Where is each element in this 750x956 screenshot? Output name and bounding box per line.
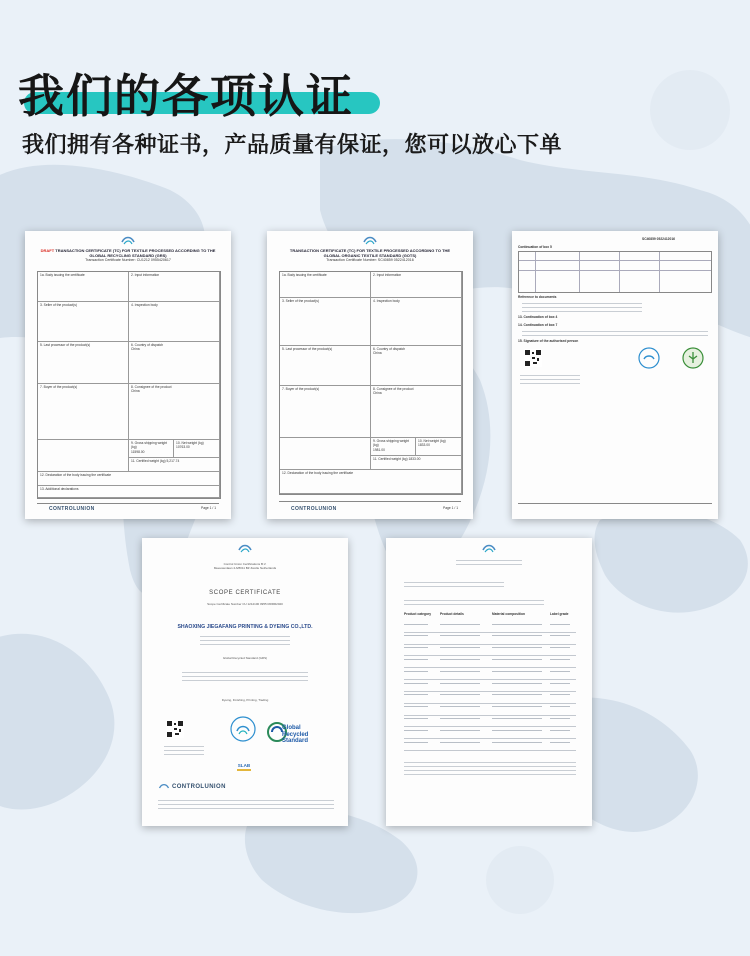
annex-intro-lines bbox=[404, 600, 544, 608]
scope-number: Scope Certificate Number CU 1212100 0955 RRRR2020 bbox=[207, 602, 283, 606]
annex-cell bbox=[492, 694, 542, 695]
annex-cell bbox=[404, 647, 428, 648]
tc-grs-field: 3. Seller of the product(s) bbox=[38, 302, 129, 342]
grs-seal-icon bbox=[638, 347, 660, 369]
tc-gots-field: 12. Declaration of the body issuing the certificate bbox=[280, 470, 462, 494]
page-subtitle: 我们拥有各种证书，产品质量有保证，您可以放心下单 bbox=[22, 133, 563, 158]
controlunion-globe-icon bbox=[158, 782, 170, 791]
annex-table-row bbox=[404, 738, 576, 751]
annex-col-header: Product details bbox=[440, 612, 464, 616]
annex-cell bbox=[492, 742, 542, 743]
tc-grs-field: 5. Last processor of the product(s) bbox=[38, 342, 129, 384]
annex-cell bbox=[492, 635, 542, 636]
scope-header-line: Control Union Certifications B.V. bbox=[223, 562, 267, 566]
certificate-tc-gots bbox=[267, 231, 473, 519]
certificate-tc-grs bbox=[25, 231, 231, 519]
scope-footer-lines bbox=[158, 800, 334, 812]
grs-logo-text: Global Recycled Standard bbox=[282, 725, 309, 744]
tc-gots-net: 10. Net weight (kg) 1833.00 bbox=[416, 438, 462, 456]
tc-grs-field: 4. Inspection body bbox=[129, 302, 220, 342]
tc-gots-field: 1a. Body issuing the certificate bbox=[280, 272, 371, 298]
tc-continuation-heading: 15. Signature of the authorised person bbox=[518, 339, 579, 343]
annex-cell bbox=[492, 671, 542, 672]
tc-grs-products-box bbox=[38, 440, 129, 472]
tc-gots-field: 4. Inspection body bbox=[371, 298, 462, 346]
gots-seal-icon bbox=[682, 347, 704, 369]
scope-categories: Dyeing, Finishing, Printing, Trading bbox=[221, 698, 269, 702]
qr-code-icon bbox=[524, 349, 542, 367]
tc-gots-field-grid bbox=[279, 271, 463, 495]
tc-continuation-heading: 14. Continuation of box 7 bbox=[518, 323, 558, 327]
tc-continuation-ref: SC40859 0522412016 bbox=[642, 237, 675, 241]
footer-divider bbox=[37, 503, 219, 504]
qr-code-icon bbox=[166, 720, 184, 738]
tc-grs-field: 12. Declaration of the body issuing the certificate bbox=[38, 472, 220, 486]
annex-cell bbox=[492, 624, 542, 625]
annex-cell bbox=[404, 706, 428, 707]
footer-divider bbox=[518, 503, 712, 504]
footer-divider bbox=[279, 501, 461, 502]
reference-lines bbox=[522, 303, 642, 315]
controlunion-globe-icon bbox=[481, 542, 497, 554]
annex-cell bbox=[550, 694, 570, 695]
slab-logo: SLAB bbox=[237, 763, 251, 773]
annex-cell bbox=[550, 742, 570, 743]
tc-grs-field: 13. Additional declarations bbox=[38, 486, 220, 498]
tc-gots-products-box bbox=[280, 438, 371, 470]
annex-cell bbox=[404, 694, 428, 695]
tc-gots-title-line1: TRANSACTION CERTIFICATE (TC) FOR TEXTILE PROCESSED ACCORDING TO THE bbox=[289, 248, 451, 253]
annex-cell bbox=[440, 624, 480, 625]
tc-grs-title-line1: TRANSACTION CERTIFICATE (TC) FOR TEXTILE PROCESSED ACCORDING TO THE bbox=[55, 248, 216, 253]
tc-grs-field: 7. Buyer of the product(s) bbox=[38, 384, 129, 440]
annex-cell bbox=[550, 647, 570, 648]
annex-cell bbox=[492, 718, 542, 719]
controlunion-globe-icon bbox=[120, 234, 136, 246]
annex-cell bbox=[550, 718, 570, 719]
controlunion-brand: CONTROLUNION bbox=[49, 506, 95, 512]
page-heading bbox=[18, 60, 378, 123]
tc-gots-field: 2. Input information bbox=[371, 272, 462, 298]
scope-header-line: Meeuwenlaan 4-6/8011 BZ Zwolle Netherlands bbox=[213, 566, 277, 570]
certificate-tc-continuation bbox=[512, 231, 718, 519]
annex-cell bbox=[550, 635, 570, 636]
accreditation-seal-icon bbox=[230, 716, 256, 742]
annex-cell bbox=[492, 659, 542, 660]
annex-intro-lines bbox=[404, 582, 504, 590]
certificate-scope bbox=[142, 538, 348, 826]
scope-title: SCOPE CERTIFICATE bbox=[209, 590, 281, 596]
tc-grs-number: Transaction Certificate Number: CU1212 0955420617 bbox=[85, 258, 171, 262]
tc-grs-field: 2. Input information bbox=[129, 272, 220, 302]
controlunion-globe-icon bbox=[362, 234, 378, 246]
annex-cell bbox=[492, 647, 542, 648]
annex-cell bbox=[440, 730, 480, 731]
annex-cell bbox=[440, 683, 480, 684]
annex-cell bbox=[550, 683, 570, 684]
signature-lines bbox=[164, 746, 204, 758]
tc-gots-field: 5. Last processor of the product(s) bbox=[280, 346, 371, 386]
signature-lines bbox=[520, 375, 580, 387]
annex-cell bbox=[404, 624, 428, 625]
tc-grs-certified: 11. Certified weight (kg) 5,217.74 bbox=[129, 458, 220, 472]
scope-standard: Global Recycled Standard (GRS) bbox=[222, 656, 268, 660]
tc-gots-field: 7. Buyer of the product(s) bbox=[280, 386, 371, 438]
annex-cell bbox=[550, 624, 570, 625]
tc-gots-gross: 9. Gross shipping weight (kg) 1981.00 bbox=[371, 438, 416, 456]
continuation-table bbox=[518, 251, 712, 293]
annex-cell bbox=[440, 671, 480, 672]
annex-cell bbox=[492, 730, 542, 731]
annex-col-header: Material composition bbox=[492, 612, 525, 616]
tc-gots-dispatch: 6. Country of dispatch China bbox=[371, 346, 462, 386]
tc-continuation-heading: Continuation of box 5 bbox=[518, 245, 552, 249]
page-number: Page 1 / 1 bbox=[201, 506, 217, 510]
annex-cell bbox=[440, 706, 480, 707]
controlunion-brand: CONTROLUNION bbox=[172, 784, 226, 790]
annex-cell bbox=[404, 683, 428, 684]
page-title: 我们的各项认证 bbox=[18, 69, 354, 123]
annex-cell bbox=[440, 742, 480, 743]
draft-label: DRAFT bbox=[40, 248, 55, 253]
annex-table-header bbox=[404, 612, 576, 618]
annex-cell bbox=[404, 659, 428, 660]
scope-text-lines bbox=[182, 672, 308, 684]
annex-cell bbox=[550, 671, 570, 672]
tc-grs-field-grid bbox=[37, 271, 221, 499]
tc-grs-destination: 8. Consignee of the product China bbox=[129, 384, 220, 440]
annex-cell bbox=[550, 659, 570, 660]
company-name: SHAOXING JIEGAFANG PRINTING & DYEING CO.,LTD. bbox=[177, 624, 313, 630]
annex-cell bbox=[440, 659, 480, 660]
tc-continuation-heading: Reference to documents bbox=[518, 295, 557, 299]
annex-cell bbox=[404, 730, 428, 731]
annex-cell bbox=[550, 706, 570, 707]
annex-cell bbox=[404, 635, 428, 636]
tc-grs-net: 10. Net weight (kg) 10763.00 bbox=[174, 440, 220, 458]
annex-cell bbox=[440, 647, 480, 648]
annex-col-header: Label grade bbox=[550, 612, 569, 616]
certificate-scope-annex bbox=[386, 538, 592, 826]
controlunion-brand: CONTROLUNION bbox=[291, 506, 337, 512]
grs-logo bbox=[266, 718, 324, 748]
tc-grs-dispatch: 6. Country of dispatch China bbox=[129, 342, 220, 384]
tc-grs-title-line2: GLOBAL RECYCLING STANDARD (GRS) bbox=[89, 253, 167, 258]
tc-grs-gross: 9. Gross shipping weight (kg) 11598.00 bbox=[129, 440, 174, 458]
tc-gots-destination: 8. Consignee of the product China bbox=[371, 386, 462, 438]
controlunion-globe-icon bbox=[237, 542, 253, 554]
page-number: Page 1 / 1 bbox=[443, 506, 459, 510]
annex-header-lines bbox=[456, 560, 522, 568]
annex-cell bbox=[550, 730, 570, 731]
annex-footer-lines bbox=[404, 762, 576, 778]
declaration-lines bbox=[522, 331, 708, 339]
tc-gots-field: 3. Seller of the product(s) bbox=[280, 298, 371, 346]
annex-cell bbox=[404, 671, 428, 672]
tc-gots-certified: 11. Certified weight (kg) 1833.00 bbox=[371, 456, 462, 470]
tc-continuation-heading: 13. Continuation of box 4 bbox=[518, 315, 558, 319]
annex-cell bbox=[440, 635, 480, 636]
annex-cell bbox=[492, 706, 542, 707]
annex-table-body bbox=[404, 620, 576, 750]
tc-grs-field: 1a. Body issuing the certificate bbox=[38, 272, 129, 302]
annex-cell bbox=[404, 742, 428, 743]
tc-gots-title-line2: GLOBAL ORGANIC TEXTILE STANDARD (GOTS) bbox=[323, 253, 417, 258]
annex-cell bbox=[404, 718, 428, 719]
annex-col-header: Product category bbox=[404, 612, 432, 616]
annex-cell bbox=[440, 718, 480, 719]
annex-cell bbox=[492, 683, 542, 684]
annex-cell bbox=[440, 694, 480, 695]
scope-text-lines bbox=[200, 636, 290, 648]
tc-gots-number: Transaction Certificate Number: SC40859 0522412016 bbox=[326, 258, 414, 262]
